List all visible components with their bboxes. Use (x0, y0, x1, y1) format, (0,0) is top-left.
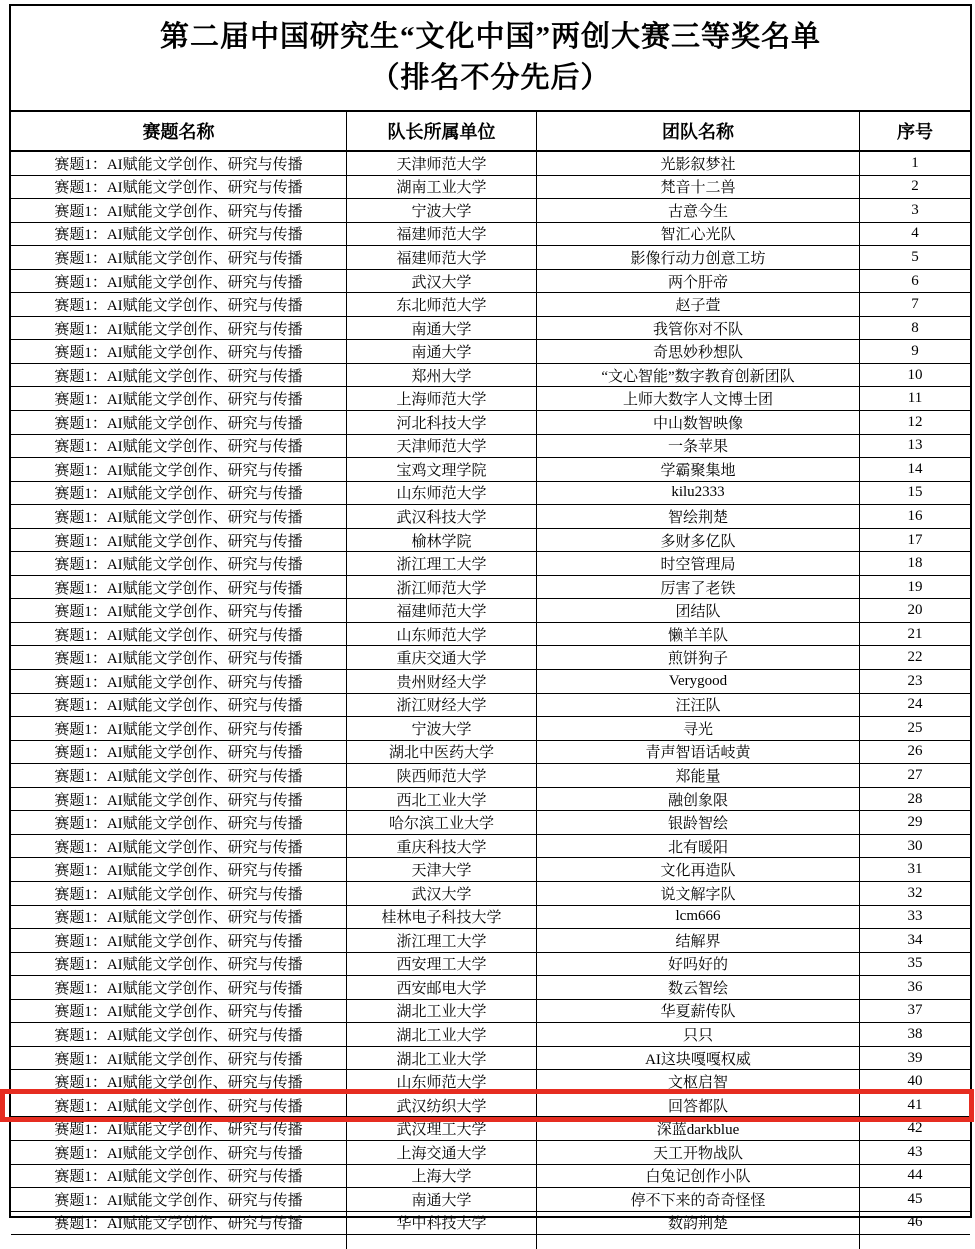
cell-topic: 赛题1：AI赋能文学创作、研究与传播 (11, 623, 347, 646)
cell-institution: 西安邮电大学 (347, 976, 537, 999)
cell-topic: 赛题1：AI赋能文学创作、研究与传播 (11, 1023, 347, 1046)
cell-topic: 赛题1：AI赋能文学创作、研究与传播 (11, 270, 347, 293)
cell-index: 40 (907, 1073, 923, 1090)
column-header-index: 序号 (897, 122, 933, 142)
cell-institution: 湖北工业大学 (347, 1047, 537, 1070)
table-row (11, 788, 970, 812)
cell-index: 44 (907, 1167, 923, 1184)
cell-institution: 贵州财经大学 (347, 670, 537, 693)
table-row (11, 1117, 970, 1141)
cell-team: 赵子萱 (537, 293, 860, 316)
column-header-institution: 队长所属单位 (347, 112, 537, 150)
table-row (11, 529, 970, 553)
cell-institution: 武汉纺织大学 (347, 1094, 537, 1117)
cell-team: 银龄智绘 (537, 811, 860, 834)
cell-institution: 湖北工业大学 (347, 1023, 537, 1046)
cell-institution: 山东师范大学 (347, 623, 537, 646)
cell-index: 23 (907, 672, 923, 689)
cell-institution: 宝鸡文理学院 (347, 458, 537, 481)
cell-topic: 赛题1：AI赋能文学创作、研究与传播 (11, 906, 347, 929)
cell-team: 融创象限 (537, 788, 860, 811)
document-title (11, 6, 970, 112)
cell-topic: 赛题1：AI赋能文学创作、研究与传播 (11, 1212, 347, 1235)
table-row (11, 482, 970, 506)
cell-index: 17 (907, 531, 923, 548)
table-row (11, 1212, 970, 1236)
cell-institution: 桂林电子科技大学 (347, 906, 537, 929)
table-row (11, 152, 970, 176)
cell-topic: 赛题1：AI赋能文学创作、研究与传播 (11, 552, 347, 575)
cell-institution: 华中科技大学 (347, 1212, 537, 1235)
cell-institution: 浙江理工大学 (347, 929, 537, 952)
cell-index: 46 (907, 1214, 923, 1231)
table-row (11, 953, 970, 977)
column-header-topic: 赛题名称 (11, 112, 347, 150)
cell-index: 9 (911, 343, 919, 360)
cell-index: 38 (907, 1026, 923, 1042)
cell-institution: 上海师范大学 (347, 387, 537, 410)
cell-institution: 南通大学 (347, 1188, 537, 1211)
table-row (11, 623, 970, 647)
cell-index: 15 (907, 484, 923, 501)
cell-team: 天工开物战队 (537, 1141, 860, 1164)
cell-index: 2 (911, 178, 919, 195)
cell-topic: 赛题1：AI赋能文学创作、研究与传播 (11, 1188, 347, 1211)
cell-institution: 福建师范大学 (347, 223, 537, 246)
cell-institution: 西北工业大学 (347, 788, 537, 811)
cell-team: 懒羊羊队 (537, 623, 860, 646)
cell-team: 文化再造队 (537, 858, 860, 881)
cell-institution: 福建师范大学 (347, 599, 537, 622)
table-row (11, 646, 970, 670)
cell-team: 两个肝帝 (537, 270, 860, 293)
cell-index: 13 (907, 437, 923, 454)
cell-team: 时空管理局 (537, 552, 860, 575)
cell-institution: 湖北中医药大学 (347, 741, 537, 764)
cell-index: 37 (907, 1002, 923, 1019)
cell-team: 我管你对不队 (537, 317, 860, 340)
column-header-team: 团队名称 (537, 112, 860, 150)
cell-team: 深蓝darkblue (537, 1117, 860, 1140)
table-row (11, 435, 970, 459)
table-row (11, 317, 970, 341)
cell-institution: 天津大学 (347, 858, 537, 881)
cell-index: 43 (907, 1143, 923, 1160)
cell-team: 好吗好的 (537, 953, 860, 976)
table-row (11, 1188, 970, 1212)
cell-topic: 赛题1：AI赋能文学创作、研究与传播 (11, 670, 347, 693)
cell-topic: 赛题1：AI赋能文学创作、研究与传播 (11, 1117, 347, 1140)
cell-institution: 东北师范大学 (347, 293, 537, 316)
cell-team (537, 1235, 860, 1249)
cell-index: 35 (907, 955, 923, 972)
cell-institution: 天津师范大学 (347, 435, 537, 458)
cell-topic: 赛题1：AI赋能文学创作、研究与传播 (11, 152, 347, 175)
table-row (11, 1070, 970, 1094)
cell-index: 1 (911, 154, 919, 171)
cell-institution: 山东师范大学 (347, 1070, 537, 1093)
cell-topic: 赛题1：AI赋能文学创作、研究与传播 (11, 458, 347, 481)
cell-team: 白兔记创作小队 (537, 1165, 860, 1188)
cell-topic: 赛题1：AI赋能文学创作、研究与传播 (11, 1070, 347, 1093)
cell-topic: 赛题1：AI赋能文学创作、研究与传播 (11, 246, 347, 269)
cell-topic: 赛题1：AI赋能文学创作、研究与传播 (11, 741, 347, 764)
table-row-partial (11, 1235, 970, 1249)
table-row (11, 552, 970, 576)
cell-index: 4 (911, 225, 919, 242)
cell-topic: 赛题1：AI赋能文学创作、研究与传播 (11, 317, 347, 340)
cell-institution: 湖北工业大学 (347, 1000, 537, 1023)
cell-index: 18 (907, 555, 923, 572)
cell-topic: 赛题1：AI赋能文学创作、研究与传播 (11, 694, 347, 717)
cell-topic: 赛题1：AI赋能文学创作、研究与传播 (11, 176, 347, 199)
cell-index: 36 (907, 978, 923, 995)
cell-topic: 赛题1：AI赋能文学创作、研究与传播 (11, 835, 347, 858)
cell-team: 说文解字队 (537, 882, 860, 905)
cell-institution: 重庆交通大学 (347, 646, 537, 669)
cell-topic: 赛题1：AI赋能文学创作、研究与传播 (11, 387, 347, 410)
cell-index: 28 (907, 790, 923, 807)
cell-institution: 河北科技大学 (347, 411, 537, 434)
table-row (11, 694, 970, 718)
cell-team: AI这块嘎嘎权威 (537, 1047, 860, 1070)
cell-institution: 武汉理工大学 (347, 1117, 537, 1140)
table-header-row (11, 112, 970, 152)
cell-team: “文心智能”数字教育创新团队 (537, 364, 860, 387)
cell-index: 22 (907, 649, 923, 666)
cell-team: 古意今生 (537, 199, 860, 222)
cell-team: Verygood (537, 670, 860, 693)
cell-index: 7 (911, 296, 919, 313)
cell-topic: 赛题1：AI赋能文学创作、研究与传播 (11, 529, 347, 552)
cell-institution: 南通大学 (347, 317, 537, 340)
cell-topic: 赛题1：AI赋能文学创作、研究与传播 (11, 435, 347, 458)
table-row (11, 1141, 970, 1165)
cell-institution: 哈尔滨工业大学 (347, 811, 537, 834)
cell-index: 39 (907, 1049, 923, 1066)
table-row (11, 223, 970, 247)
table-row (11, 929, 970, 953)
cell-topic: 赛题1：AI赋能文学创作、研究与传播 (11, 976, 347, 999)
table-row (11, 599, 970, 623)
table-row (11, 858, 970, 882)
table-row (11, 906, 970, 930)
cell-topic: 赛题1：AI赋能文学创作、研究与传播 (11, 953, 347, 976)
cell-institution: 上海交通大学 (347, 1141, 537, 1164)
cell-topic: 赛题1：AI赋能文学创作、研究与传播 (11, 505, 347, 528)
table-row (11, 458, 970, 482)
table-row (11, 1094, 970, 1118)
cell-index: 19 (907, 578, 923, 595)
cell-team: 学霸聚集地 (537, 458, 860, 481)
cell-topic: 赛题1：AI赋能文学创作、研究与传播 (11, 1165, 347, 1188)
cell-institution: 郑州大学 (347, 364, 537, 387)
cell-team: 数韵荆楚 (537, 1212, 860, 1235)
cell-institution: 武汉大学 (347, 270, 537, 293)
cell-index: 29 (907, 814, 923, 831)
table-row (11, 505, 970, 529)
cell-team: 梵音十二兽 (537, 176, 860, 199)
cell-topic: 赛题1：AI赋能文学创作、研究与传播 (11, 482, 347, 505)
cell-index: 14 (907, 460, 923, 477)
cell-institution: 南通大学 (347, 340, 537, 363)
cell-institution: 武汉科技大学 (347, 505, 537, 528)
cell-index: 6 (911, 272, 919, 289)
cell-team: 团结队 (537, 599, 860, 622)
cell-team: 上师大数字人文博士团 (537, 387, 860, 410)
award-table (9, 4, 972, 1233)
cell-topic: 赛题1：AI赋能文学创作、研究与传播 (11, 223, 347, 246)
cell-topic: 赛题1：AI赋能文学创作、研究与传播 (11, 764, 347, 787)
cell-institution: 陕西师范大学 (347, 764, 537, 787)
cell-institution: 武汉大学 (347, 882, 537, 905)
cell-team: kilu2333 (537, 482, 860, 505)
cell-team: 数云智绘 (537, 976, 860, 999)
cell-institution: 福建师范大学 (347, 246, 537, 269)
cell-team: 寻光 (537, 717, 860, 740)
cell-topic: 赛题1：AI赋能文学创作、研究与传播 (11, 646, 347, 669)
cell-institution: 湖南工业大学 (347, 176, 537, 199)
cell-institution: 浙江师范大学 (347, 576, 537, 599)
cell-institution: 重庆科技大学 (347, 835, 537, 858)
table-row (11, 882, 970, 906)
cell-team: 影像行动力创意工坊 (537, 246, 860, 269)
cell-topic: 赛题1：AI赋能文学创作、研究与传播 (11, 929, 347, 952)
cell-index: 41 (907, 1096, 923, 1113)
cell-team: 北有暖阳 (537, 835, 860, 858)
cell-team: lcm666 (537, 906, 860, 929)
cell-topic: 赛题1：AI赋能文学创作、研究与传播 (11, 599, 347, 622)
cell-team: 文枢启智 (537, 1070, 860, 1093)
cell-index: 27 (907, 766, 923, 783)
table-row (11, 835, 970, 859)
cell-topic: 赛题1：AI赋能文学创作、研究与传播 (11, 1141, 347, 1164)
cell-index: 20 (907, 602, 923, 619)
table-row (11, 176, 970, 200)
cell-team: 郑能量 (537, 764, 860, 787)
table-row (11, 717, 970, 741)
cell-index: 5 (911, 248, 919, 265)
cell-topic: 赛题1：AI赋能文学创作、研究与传播 (11, 882, 347, 905)
cell-team: 中山数智映像 (537, 411, 860, 434)
cell-team: 煎饼狗子 (537, 646, 860, 669)
cell-index: 12 (907, 413, 923, 430)
cell-index: 25 (907, 719, 923, 736)
cell-institution: 宁波大学 (347, 199, 537, 222)
cell-index: 31 (907, 861, 923, 878)
table-row (11, 293, 970, 317)
cell-index: 34 (907, 931, 923, 948)
cell-index (860, 1235, 970, 1249)
table-row (11, 576, 970, 600)
table-row (11, 411, 970, 435)
cell-team: 青声智语话岐黄 (537, 741, 860, 764)
cell-index: 24 (907, 696, 923, 713)
cell-topic: 赛题1：AI赋能文学创作、研究与传播 (11, 1094, 347, 1117)
cell-topic: 赛题1：AI赋能文学创作、研究与传播 (11, 1047, 347, 1070)
cell-topic: 赛题1：AI赋能文学创作、研究与传播 (11, 411, 347, 434)
table-body (11, 152, 970, 1249)
cell-team: 智汇心光队 (537, 223, 860, 246)
cell-topic: 赛题1：AI赋能文学创作、研究与传播 (11, 858, 347, 881)
cell-index: 3 (911, 201, 919, 218)
cell-institution: 西安理工大学 (347, 953, 537, 976)
cell-team: 智绘荆楚 (537, 505, 860, 528)
cell-topic: 赛题1：AI赋能文学创作、研究与传播 (11, 340, 347, 363)
table-row (11, 340, 970, 364)
cell-team: 光影叙梦社 (537, 152, 860, 175)
cell-team: 华夏薪传队 (537, 1000, 860, 1023)
table-row (11, 976, 970, 1000)
cell-index: 33 (907, 908, 923, 925)
table-row (11, 199, 970, 223)
cell-index: 21 (907, 625, 923, 642)
table-row (11, 1165, 970, 1189)
cell-index: 11 (907, 390, 923, 407)
cell-team: 回答都队 (537, 1094, 860, 1117)
table-row (11, 1000, 970, 1024)
table-row (11, 670, 970, 694)
table-row (11, 387, 970, 411)
cell-institution: 浙江理工大学 (347, 552, 537, 575)
cell-team: 多财多亿队 (537, 529, 860, 552)
cell-index: 10 (907, 366, 923, 383)
cell-index: 32 (907, 884, 923, 901)
table-row (11, 1023, 970, 1047)
title-line-2: （排名不分先后） (370, 62, 611, 94)
table-row (11, 811, 970, 835)
title-line-1: 第二届中国研究生“文化中国”两创大赛三等奖名单 (159, 21, 821, 54)
table-row (11, 270, 970, 294)
cell-team: 厉害了老铁 (537, 576, 860, 599)
cell-institution: 榆林学院 (347, 529, 537, 552)
cell-index: 26 (907, 743, 923, 760)
cell-institution: 宁波大学 (347, 717, 537, 740)
cell-team: 只只 (537, 1023, 860, 1046)
cell-index: 16 (907, 507, 923, 524)
cell-topic: 赛题1：AI赋能文学创作、研究与传播 (11, 293, 347, 316)
cell-team: 奇思妙秒想队 (537, 340, 860, 363)
table-row (11, 246, 970, 270)
cell-institution: 上海大学 (347, 1165, 537, 1188)
cell-institution: 天津师范大学 (347, 152, 537, 175)
cell-index: 30 (907, 837, 923, 854)
cell-index: 8 (911, 319, 919, 336)
cell-team: 结解界 (537, 929, 860, 952)
cell-topic: 赛题1：AI赋能文学创作、研究与传播 (11, 199, 347, 222)
cell-team: 一条苹果 (537, 435, 860, 458)
cell-team: 汪汪队 (537, 694, 860, 717)
cell-topic (11, 1235, 347, 1249)
table-row (11, 1047, 970, 1071)
cell-topic: 赛题1：AI赋能文学创作、研究与传播 (11, 364, 347, 387)
cell-topic: 赛题1：AI赋能文学创作、研究与传播 (11, 788, 347, 811)
cell-institution: 浙江财经大学 (347, 694, 537, 717)
cell-topic: 赛题1：AI赋能文学创作、研究与传播 (11, 1000, 347, 1023)
cell-institution: 山东师范大学 (347, 482, 537, 505)
cell-institution (347, 1235, 537, 1249)
cell-topic: 赛题1：AI赋能文学创作、研究与传播 (11, 717, 347, 740)
cell-topic: 赛题1：AI赋能文学创作、研究与传播 (11, 811, 347, 834)
cell-index: 45 (907, 1190, 923, 1207)
table-row (11, 764, 970, 788)
cell-index: 42 (907, 1120, 923, 1137)
cell-team: 停不下来的奇奇怪怪 (537, 1188, 860, 1211)
cell-topic: 赛题1：AI赋能文学创作、研究与传播 (11, 576, 347, 599)
table-row (11, 741, 970, 765)
table-row (11, 364, 970, 388)
